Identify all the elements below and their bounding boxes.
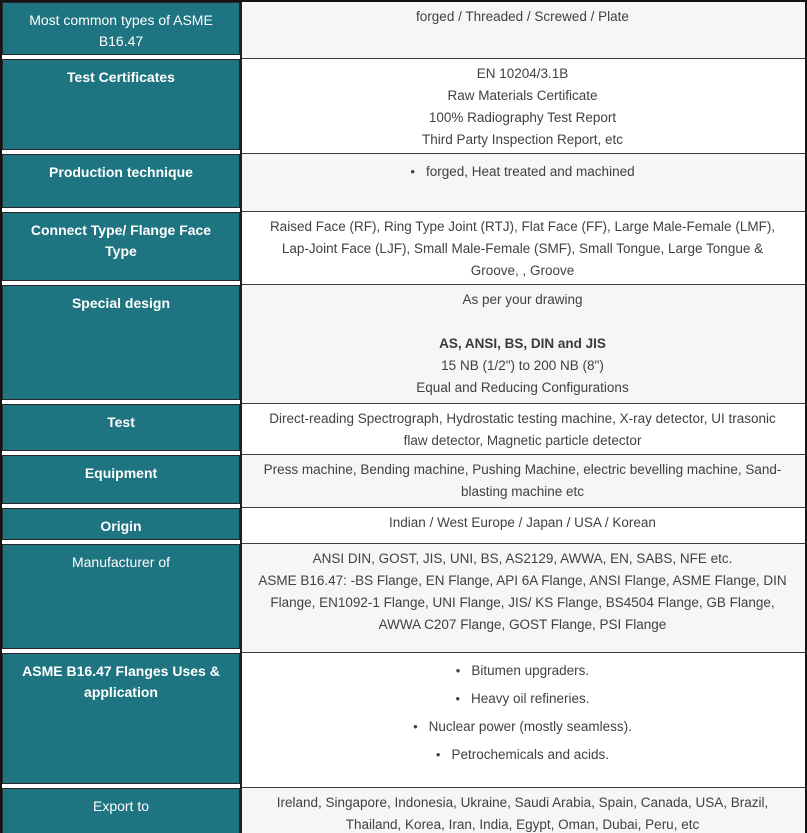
value-line: forged / Threaded / Screwed / Plate xyxy=(416,9,629,24)
bullet-item xyxy=(258,161,787,183)
table-row xyxy=(2,544,805,653)
bullet-text: forged, Heat treated and machined xyxy=(425,164,635,179)
row-value-cell xyxy=(240,544,805,653)
value-line: As per your drawing xyxy=(462,292,583,307)
table-row xyxy=(2,404,805,455)
table-row xyxy=(2,788,805,833)
value-line: Raised Face (RF), Ring Type Joint (RTJ), Flat Face (FF), Large Male-Female (LMF), Lap-Joint Face (LJF), Small Male-Female (SMF), Small Tongue, Large Tongue & Groove, , Groove xyxy=(269,219,776,278)
value-line: AS, ANSI, BS, DIN and JIS xyxy=(439,336,606,351)
row-header-cell xyxy=(2,212,240,285)
row-header-label: Export to xyxy=(2,788,240,833)
value-line: Indian / West Europe / Japan / USA / Korean xyxy=(389,515,656,530)
bullet-text: Heavy oil refineries. xyxy=(471,691,590,706)
row-value-cell xyxy=(240,404,805,455)
value-line: Ireland, Singapore, Indonesia, Ukraine, Saudi Arabia, Spain, Canada, USA, Brazil, Thailand, Korea, Iran, India, Egypt, Oman, Dubai, Peru, etc xyxy=(276,795,769,832)
row-header-cell xyxy=(2,2,240,59)
row-value-cell xyxy=(240,508,805,544)
bullet-icon: • xyxy=(413,719,418,734)
row-header-label: Test Certificates xyxy=(2,59,240,150)
row-header-cell xyxy=(2,544,240,653)
table-row xyxy=(2,2,805,59)
row-header-cell xyxy=(2,455,240,508)
row-header-label: Production technique xyxy=(2,154,240,208)
value-line: ASME B16.47: -BS Flange, EN Flange, API 6A Flange, ANSI Flange, ASME Flange, DIN Flange, EN1092-1 Flange, UNI Flange, JIS/ KS Flange, BS4504 Flange, GB Flange, AWWA C207 Flange, GOST Flange, PSI Flange xyxy=(258,573,787,632)
row-header-cell xyxy=(2,508,240,544)
value-line: Direct-reading Spectrograph, Hydrostatic testing machine, X-ray detector, UI trasonic flaw detector, Magnetic particle detector xyxy=(269,411,776,448)
row-header-cell xyxy=(2,653,240,788)
row-value-cell xyxy=(240,285,805,404)
row-header-label: Most common types of ASME B16.47 xyxy=(2,2,240,55)
row-value-cell xyxy=(240,653,805,788)
value-line: 100% Radiography Test Report xyxy=(428,110,617,125)
value-line xyxy=(258,311,787,333)
table-row xyxy=(2,154,805,212)
bullet-icon: • xyxy=(435,747,441,762)
row-header-label: Connect Type/ Flange Face Type xyxy=(2,212,240,281)
bullet-item xyxy=(258,688,787,710)
value-line: Raw Materials Certificate xyxy=(447,88,598,103)
row-value-cell xyxy=(240,2,805,59)
bullet-icon: • xyxy=(455,663,461,678)
row-value-cell xyxy=(240,154,805,212)
row-value-cell xyxy=(240,788,805,833)
row-header-cell xyxy=(2,285,240,404)
bullet-text: Nuclear power (mostly seamless). xyxy=(428,719,632,734)
value-line: 15 NB (1/2") to 200 NB (8") xyxy=(441,358,604,373)
row-header-cell xyxy=(2,788,240,833)
row-header-cell xyxy=(2,59,240,154)
value-line: Press machine, Bending machine, Pushing Machine, electric bevelling machine, Sand-blasting machine etc xyxy=(263,462,782,499)
row-header-label: Special design xyxy=(2,285,240,400)
row-header-label: Manufacturer of xyxy=(2,544,240,649)
table-row xyxy=(2,212,805,285)
bullet-text: Petrochemicals and acids. xyxy=(451,747,610,762)
table-row xyxy=(2,653,805,788)
bullet-icon: • xyxy=(410,164,415,179)
table-row xyxy=(2,455,805,508)
value-line: Third Party Inspection Report, etc xyxy=(421,132,624,147)
table-row xyxy=(2,508,805,544)
row-value-cell xyxy=(240,455,805,508)
row-header-label: ASME B16.47 Flanges Uses & application xyxy=(2,653,240,784)
value-line: Equal and Reducing Configurations xyxy=(416,380,629,395)
bullet-item xyxy=(258,744,787,766)
row-value-cell xyxy=(240,59,805,154)
row-header-cell xyxy=(2,154,240,212)
bullet-item xyxy=(258,660,787,682)
bullet-icon: • xyxy=(455,691,460,706)
value-line: EN 10204/3.1B xyxy=(476,66,569,81)
row-header-label: Equipment xyxy=(2,455,240,504)
table-row xyxy=(2,285,805,404)
bullet-item xyxy=(258,716,787,738)
row-header-cell xyxy=(2,404,240,455)
row-header-label: Test xyxy=(2,404,240,451)
value-line: ANSI DIN, GOST, JIS, UNI, BS, AS2129, AWWA, EN, SABS, NFE etc. xyxy=(312,551,733,566)
table-row xyxy=(2,59,805,154)
row-header-label: Origin xyxy=(2,508,240,540)
row-value-cell xyxy=(240,212,805,285)
bullet-text: Bitumen upgraders. xyxy=(471,663,590,678)
